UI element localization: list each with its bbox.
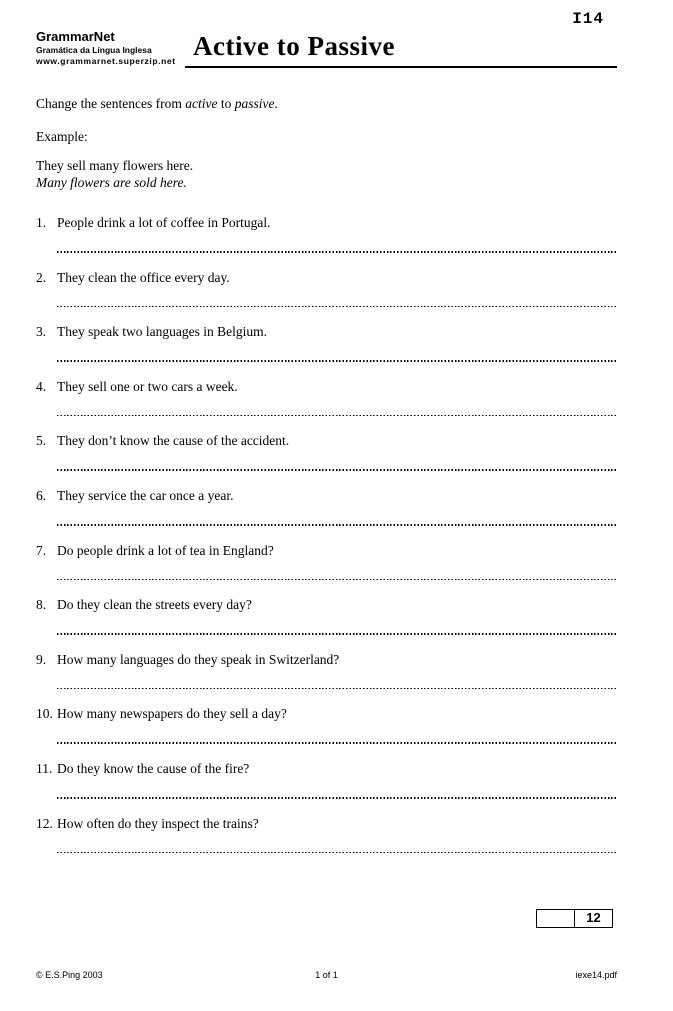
answer-line [57, 688, 617, 690]
question-text: They sell one or two cars a week. [57, 378, 238, 394]
document-code: I14 [572, 10, 604, 28]
answer-line [57, 579, 617, 581]
page-title: Active to Passive [193, 31, 395, 61]
question-number: 6. [36, 487, 47, 503]
answer-line [57, 469, 617, 471]
question-number: 1. [36, 215, 47, 230]
example-block [36, 128, 617, 191]
answer-line [57, 360, 617, 362]
instructions-suffix: . [274, 96, 278, 111]
question-item [36, 214, 617, 253]
answer-line [57, 524, 617, 526]
question-number: 5. [36, 433, 47, 449]
brand-subtitle: Gramática da Língua Inglesa [36, 45, 152, 55]
answer-line [57, 251, 617, 253]
question-item [36, 378, 617, 417]
question-number: 12. [36, 815, 53, 831]
question-text: How many newspapers do they sell a day? [57, 706, 287, 722]
question-number: 3. [36, 324, 47, 340]
brand-url: www.grammarnet.superzip.net [36, 56, 176, 66]
question-item [36, 651, 617, 690]
question-item [36, 760, 617, 799]
question-number: 11. [36, 760, 53, 776]
question-text: How often do they inspect the trains? [57, 815, 259, 831]
score-box [536, 909, 613, 928]
example-active-sentence: They sell many flowers here. [36, 158, 194, 173]
brand-block [36, 29, 185, 68]
question-item [36, 542, 617, 581]
answer-line [57, 306, 617, 308]
question-item [36, 269, 617, 308]
question-text: Do they know the cause of the fire? [57, 760, 250, 776]
question-text: They don’t know the cause of the accident. [57, 433, 290, 449]
term-passive: passive [234, 96, 275, 111]
answer-line [57, 742, 617, 744]
score-cell-total: 12 [586, 910, 601, 925]
instructions [36, 95, 617, 112]
term-active: active [185, 96, 218, 111]
question-text: Do people drink a lot of tea in England? [57, 542, 274, 558]
instructions-connector: to [217, 96, 235, 111]
question-text: They service the car once a year. [57, 487, 234, 503]
footer-page-number: 1 of 1 [315, 970, 338, 980]
question-item [36, 596, 617, 635]
example-label: Example: [36, 129, 88, 144]
question-number: 2. [36, 269, 47, 285]
footer [36, 970, 617, 981]
question-item [36, 487, 617, 526]
answer-line [57, 415, 617, 417]
question-number: 8. [36, 597, 47, 613]
example-passive-sentence: Many flowers are sold here. [36, 175, 187, 190]
answer-line [57, 852, 617, 854]
question-item [36, 432, 617, 471]
question-text: How many languages do they speak in Switzerland? [57, 651, 340, 667]
question-text: People drink a lot of coffee in Portugal. [57, 215, 271, 230]
answer-line [57, 633, 617, 635]
question-text: Do they clean the streets every day? [57, 597, 252, 613]
question-item [36, 815, 617, 854]
header [36, 29, 617, 68]
answer-line [57, 797, 617, 799]
question-text: They speak two languages in Belgium. [57, 324, 267, 340]
brand-name: GrammarNet [36, 29, 115, 44]
footer-filename: iexe14.pdf [575, 970, 617, 980]
question-number: 7. [36, 542, 47, 558]
question-item [36, 323, 617, 362]
question-number: 9. [36, 651, 47, 667]
score-cell-empty [537, 910, 575, 927]
question-item [36, 705, 617, 744]
question-text: They clean the office every day. [57, 269, 230, 285]
question-number: 10. [36, 706, 53, 722]
footer-copyright: © E.S.Ping 2003 [36, 970, 103, 980]
title-underline [185, 33, 617, 68]
question-number: 4. [36, 378, 47, 394]
question-list [36, 214, 617, 853]
instructions-prefix: Change the sentences from [36, 96, 186, 111]
